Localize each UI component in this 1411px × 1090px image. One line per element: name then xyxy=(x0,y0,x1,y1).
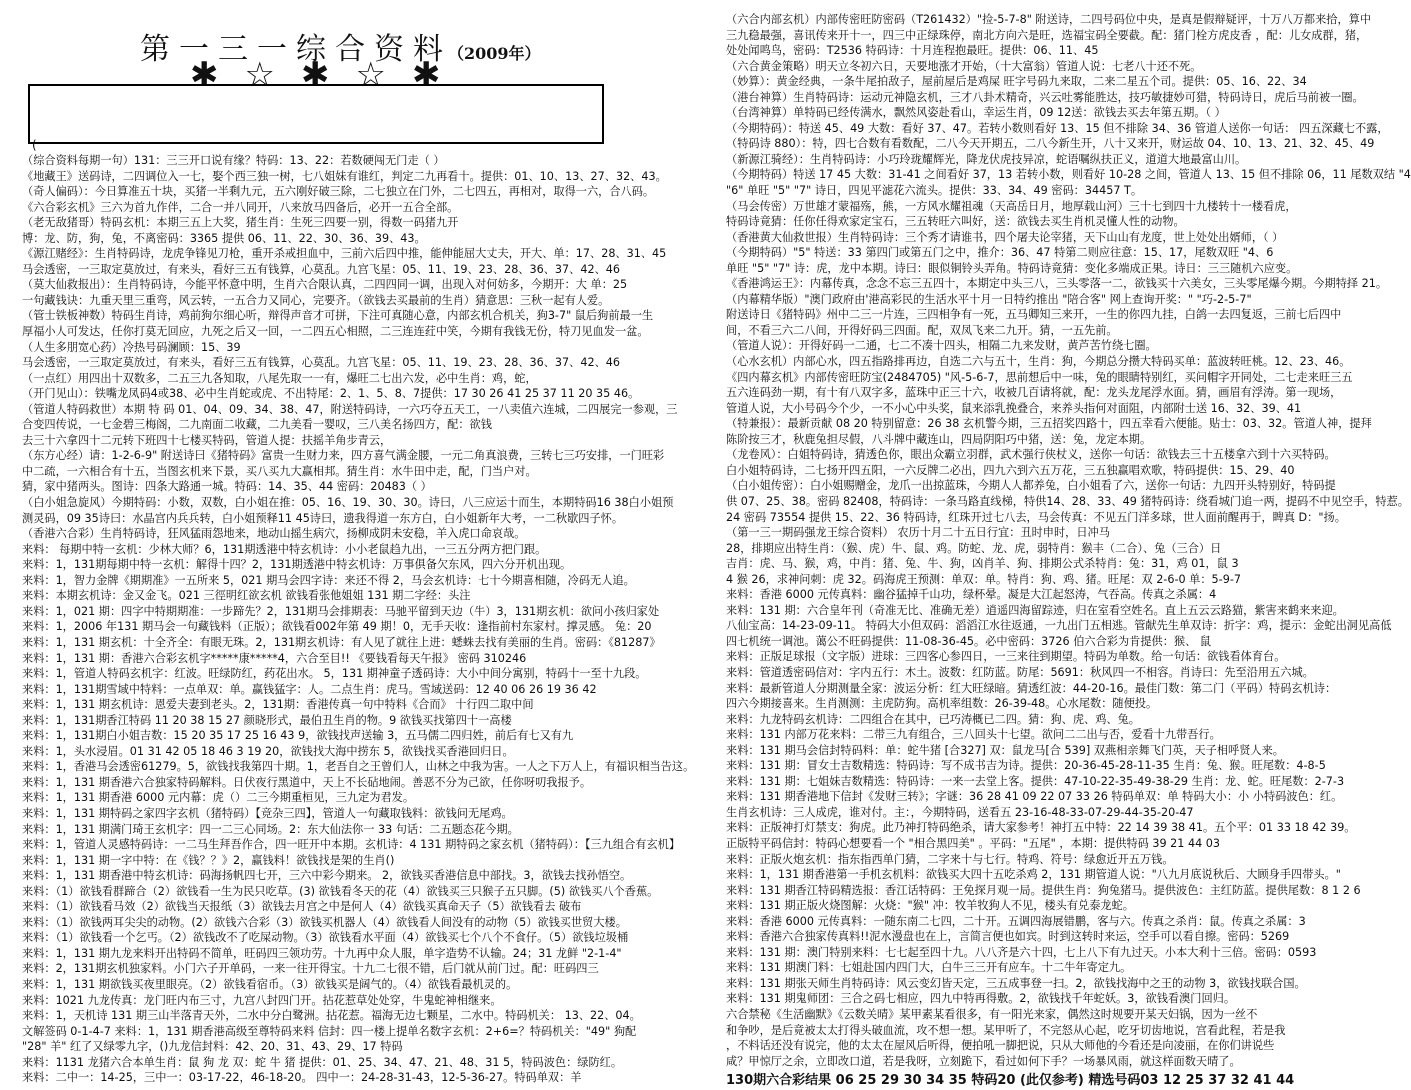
text-line: 来料：1，香港马会透密61279。5，欲钱找我第四十期。1，老吾自之王曾们人，山林之中我为害。一人之下万人上，有福识相当告这。 xyxy=(22,760,695,774)
text-line: 24 密码 73554 提供 15、22、36 特码诗，红珠开过七八去，马会传真：不见五门洋多球，世人面前醒再于，睥真 D："扬。 xyxy=(726,510,1346,524)
text-line: 单旺 "5" "7" 诗：虎，龙中本期。诗曰：眼似铜铃头弄角。特码诗竟猜：变化多端成正果。诗日：三三随机六应变。 xyxy=(726,261,1298,275)
text-line: 来料：2，131期玄机独家料。小门六子开单码，一来一往开得宝。十九二七很不错，后门就从前门过。配：旺码四三 xyxy=(22,962,599,976)
text-line: 来料：1，131期白小姐吉数：15 20 35 17 25 16 43 9，欲钱找声送输 3，五马儒二四归姓，前后有七又有九 xyxy=(22,729,574,743)
text-line: 和争吵，是后竟被太太打得头破血流，攻不想一想。某甲听了，不完怒从心起，吃牙切齿地说，宫看此程，若是我 xyxy=(726,1023,1286,1037)
text-line: 来料：二中一：14-25，三中一：03-17-22，46-18-20。 四中一：24-28-31-43，12-5-36-27。特码单双：羊 xyxy=(22,1071,582,1085)
text-line: 合变四传说，一七金碧三梅阁，二九南面二收藏，二九美看一婴叹，三八美名扬四方，配：欲钱 xyxy=(22,418,492,432)
text-line: 来料：管道透密码信对：字内五行：木土。波数：红防蓝。防尾：5691：秋风四一不相容。肖诗曰：先至沿用五六城。 xyxy=(726,665,1314,679)
text-line: 来料：（1）欲钱两耳尖尖的动物。(2）欲钱六合彩（3）欲钱买机器人（4）欲钱看人间没有的动物（5）欲钱买世贸大楼。 xyxy=(22,915,627,929)
text-line: （白小姐急旋风）今期特码：小数，双数，白小姐在推：05、16、19、30、30。诗曰，八三应运十而生，本期特码16 38白小姐预 xyxy=(22,496,674,510)
text-line: 博：龙、防，狗，兔，不离密码：3365 提供 06、11、22、30、36、39、43。 xyxy=(22,231,426,245)
text-line: 来料：正版神打灯禁支：狗虎。此乃神打特码绝杀，请大家参考！神打五中特：22 14 39 38 41。五个平：01 33 18 42 39。 xyxy=(726,821,1356,835)
text-line: 来料：本期玄机诗：金又金飞。021 三徑明红欲玄机 欲钱看张他姐姐 131 期二字经：头注 xyxy=(22,589,471,603)
right-text-block xyxy=(726,12,1411,1090)
text-line: 附送诗日《猪特码》州中二三一片连，三四相争有一死，五马卿知三来开，一生的你四九挂，白鸽一去四复返，三前七后四中 xyxy=(726,308,1342,322)
text-line: 来料：131 期：澳门特别来料：七七起至四十九。八八齐是六十四，七上八下有九过天。小本大利十三倍。密码：0593 xyxy=(726,945,1317,959)
text-line: （特兼报）：最新贡献 08 20 特别留意：26 38 玄机警今期，三五招奖四路十，四五幸看六便能。贴士：03、32。管道人神，提拜 xyxy=(726,417,1372,431)
text-line: 来料：1，131 期特码之家四字玄机（猪特码）【竞杂三四】，管道人一句藏取钱料：欲钱问无尾鸡。 xyxy=(22,806,513,820)
text-line: 正版特平码信封：特码心想要看一个 "相合黑四美" 。平码："五尾" ，本期：提供特码 39 21 44 03 xyxy=(726,836,1220,850)
text-line: 来料：（1）欲钱看马效（2）欲钱当天报纸（3）欲钱去月宫之中是何人（4）欲钱买真命天子（5）欲钱看去 破布 xyxy=(22,900,582,914)
text-line: （白小姐传密）：白小姐赐赠金，龙爪一出掠蓝珠，今期人人都养兔，白小姐看了六，送你一句话：九四开头特别好，特码提 xyxy=(726,479,1336,493)
text-line: 来料：正版足球报（文字版）进球：三四客心参四日，一三来往到期望。特码为单数。给一句话：欲钱看体育台。 xyxy=(726,650,1286,664)
star-decoration: ✱☆✱☆✱ xyxy=(190,55,467,95)
text-line: 间，不看三六二八间，开得好码三四面。配，双凤飞来二九开。猜，一五先前。 xyxy=(726,323,1118,337)
text-line: 来料：131 期香江特码精选报：香江话特码：王免探月观一局。提供生肖：狗兔猪马。提供波色：主红防蓝。提供尾数：8 1 2 6 xyxy=(726,883,1361,897)
text-line: （新源江骑经）：生肖特码诗：小巧玲珑耀辉光，降龙伏虎技异凉，蛇语嘱纵扶正义，道道大地最富山川。 xyxy=(726,152,1247,166)
text-line: （综合资料每期一句）131：三三开口说有缘？特码：13、22：若数硬闯无门走（ ） xyxy=(22,154,445,167)
text-line: 来料：1，131 期玄机诗：恩爱夫妻到老头。2，131期：香港传真一句中特料《合而》 十行四二取中间 xyxy=(22,698,534,712)
text-line: （六合内部玄机）内部传密旺防密码（T261432）"捡-5-7-8" 附送诗，二四号码位中央，是真是假辩疑评，十万八万都来拾，算中 xyxy=(726,13,1372,26)
text-line: 4 猴 26，求神问刺：虎 32。码海虎王预测：单双：单。特肖：狗、鸡、猪。旺尾：双 2-6-0 单：5-9-7 xyxy=(726,572,1241,586)
text-line: 来料：1，131 期香港第一手机玄机料：欲钱买大四十五吃杀鸡 2，131 期管道人说："八九月底说秋后、大顾身手四带头。" xyxy=(726,868,1341,882)
text-line: 来料：最新管道人分期测量全家：波运分析：红大旺绿暗。猜透红波：44-20-16。最佳门数：第二门（平码）特码玄机诗： xyxy=(726,681,1337,695)
text-line: 来料：香港六合独家传真料!!泥水漫盘也在上，言简言便也如宾。时到这转时来运，空手可以看自擦。密码：5269 xyxy=(726,930,1290,944)
text-line: 来料：131 期：冒女士吉数精选：特码诗：写不成书吉为诗。提供：20-36-45-28-11-35 生肖：兔、猴。旺尾数：4-8-5 xyxy=(726,759,1326,773)
text-line: 来料：1，头水浸眉。01 31 42 05 18 46 3 19 20，欲钱找大海中捞东 5，欲钱找买香港回归日。 xyxy=(22,744,514,758)
text-line: 测灵码，09 35诗曰：水晶宫内兵兵转，白小姐预释11 45诗曰，遗我得道一东方白，白小姐新年大考，一二秋歇四子怀。 xyxy=(22,511,624,525)
text-line: 《香港鸿运王》：内幕传真，念念不忘三五四十，本期定中头三八，三头零落一二，欲钱买十六美女，三头零尾爆今期。今期特择 21。 xyxy=(726,277,1388,291)
text-line: "6" 单旺 "5" "7" 诗日，四见平滤花六流头。提供：33、34、49 密码：34457 T。 xyxy=(726,184,1143,198)
text-line: 四七机统一调池。蔼公不旺码提供：11-08-36-45。必中密码：3726 伯六合彩为肯提供：猴、 鼠 xyxy=(726,634,1212,648)
text-line: ，不料话还没有说完，他的太太在屋风后听得，便拍吼一脚把说，只从大师他的今看还是向凌丽，在你们讲说些 xyxy=(726,1039,1275,1053)
text-line: 来料：1，智力金牌《期期准》一五所来 5，021 期马会四字诗：来还不得 2，马会玄机诗：七十今期喜相随，冷码无人追。 xyxy=(22,573,635,587)
text-line: （第一三一期码强龙王综合资料） 农历十月二十五日行宜：丑时申时，日冲马 xyxy=(726,526,1110,540)
text-line: 来料：1，管道人特码玄机字：红波。旺绿防红，药花出水。 5，131 期神童子透码诗：大小中间分寓别，特码十一至十九段。 xyxy=(22,667,647,681)
text-line: 《四内幕玄机》内部传密旺防宝(2484705) "风-5-6-7，思前想后中一味，兔的眼睛特别红，买问帽字开同处，二七走来旺三五 xyxy=(726,370,1353,384)
text-line: （奇人偏码）：今日算准五十块，买猪一半剩九元，五六刚好破三除，二七独立在门外，二七四五，再相对，取得一六，合八码。 xyxy=(22,185,655,199)
text-line: 来料：131 内部万花来料：二带三九有组合，三八回头十七望。欲问二二出与否，爱看十九带吾行。 xyxy=(726,728,1221,742)
text-line: 来料：131 期：六合皇年刊（奇准无比、准确无差）逍遥四海留踪迹，归在室看空姓名。直上五云云路猫，紫害来鹤来来迎。 xyxy=(726,603,1344,617)
text-line: （管士铁板神数）特码生肖诗，鸡前狗尔细心听，辩得声音才可拼，下注可真随心意，内部玄机合机关，狗3-7" 鼠后狗前最一生 xyxy=(22,309,654,323)
text-line: 中二疏，一六相合有十五，当图玄机来下景，买八买九大赢相邦。猜生肖：水牛田中走，配，门当户对。 xyxy=(22,464,537,478)
text-line: 来料：131 期香港地下信封《发财三转》；字谜：36 28 41 09 22 07 33 26 特码单双：单 特码大小：小 小特码波色：红。 xyxy=(726,790,1343,804)
text-line: 厚福小人可发达，任你打莫无回应，九死之后又一回，一二四五心相照，二三连连荭中笑，今期有我钱无份，特刀见血发一盆。 xyxy=(22,325,649,339)
text-line: 四六今期接喜来。生肖测测：主虎防狗。高机率组数：26-39-48。心水尾数：随便投。 xyxy=(726,697,1158,711)
left-text-block xyxy=(22,153,702,1086)
text-line: 管道人说，大小号码今个少，一不小心中头奖，鼠来添乳挽叠合，来养头指何对面阻，内部附士送 16、32、39、41 xyxy=(726,401,1302,415)
text-line: 来料：（1）欲钱看群蹄合（2）欲钱看一生为民只吃草。(3) 欲钱看冬天的花（4）欲钱买三只猴子五只脚。(5) 欲钱买八个香蕉。 xyxy=(22,884,659,898)
left-column xyxy=(0,0,706,1085)
text-line: （妙算）：黄金经典，一条牛尾拍敌子，屋前屋后是鸡屎 旺字号码九来取，二来二星五个司。提供：05、16、22、34 xyxy=(726,75,1307,89)
text-line: 去三十六拿四十二元转下班四十七楼买特码，管道人提：扶摇羊角步青云， xyxy=(22,433,392,447)
text-line: 来料：131 期：七姐妹吉数精选：特码诗：一来一去堂上客。提供：47-10-22-35-49-38-29 生肖：龙、蛇。旺尾数：2-7-3 xyxy=(726,774,1345,788)
blank-header-box xyxy=(28,84,604,144)
text-line: 吉肖：虎、马、猴，鸡，中肖：猪、兔、牛、狗，凶肖羊、狗、排期公式杀特肖：兔：31，鸡 01，鼠 3 xyxy=(726,557,1239,571)
text-line: 咸？甲惊厅之余，立即改口道，若是我呀，立刻跪下，看过如何下手？一场暴风雨，就这样面数天晴了。 xyxy=(726,1054,1241,1068)
text-line: 六合禁秘《生活幽默》《云数关晴》某甲素某看很多，有一阳光来家，偶然这时规要开某天妇锅，因为一丝不 xyxy=(726,1008,1258,1021)
text-line: 处处闻鸣鸟，密码：T2536 特码诗：十月连程抱最旺。提供：06、11、45 xyxy=(726,44,1099,58)
text-line: 来料：1，天机诗 131 期三山半落青天外，二水中分白鹭洲。拈花惹。福海无边七颗星，二水中。特码机关： 13、22、04。 xyxy=(22,1009,641,1023)
text-line: 《地藏王》送码诗，二四调位入一七，娶个西三独一树，七八姐妹有谁红，判定二九再看十。提供：01、10、13、27、32、43。 xyxy=(22,169,667,183)
text-line: （龙卷风）：白姐特码诗，猜透色你，眼出众霸立羽群，武术强行侠杖义，送你一句话：欲钱去三十五楼拿六到十六买特码。 xyxy=(726,448,1336,462)
text-line: 28，排期应出特生肖：（猴、虎）牛、鼠、鸡。防蛇、龙、虎，弱特肖：猴丰（二合）、兔（三合）日 xyxy=(726,541,1222,555)
text-line: 特码诗竟猜：任你任得欢家定宝石，三五转旺六叫好，送：欲钱去买生肖机灵懂人性的动物。 xyxy=(726,215,1185,229)
text-line: （一点红）用四出十双数多，二五三九各知取，八尾先取一一有，爆旺二七出六发，必中生肖：鸡，蛇， xyxy=(22,371,537,385)
text-line: 《源江赌经》：生肖特码诗，龙虎争锋见刀枪，重开杀戒担血中，三前六后四中推，能伸能屈大丈夫，开大、单：17、28、31、45 xyxy=(22,247,667,261)
text-line: 来料：1021 九龙传真：龙门旺内布三寸，九宫八封四门开。拈花惹草处处穿，牛鬼蛇神相继来。 xyxy=(22,993,502,1007)
text-line: 来料：1，131期雪域中特料：一点单双：单。赢钱猛字：人。二点生肖：虎马。雪域送码：12 40 06 26 19 36 42 xyxy=(22,682,597,696)
text-line: 来料：1，131 期满门琦王玄机字：四一二三心同场。2：东大仙法你一 33 句话：二五题态花今期。 xyxy=(22,822,519,836)
text-line: 来料：1，131 期玄机：十全齐全：有眼无珠。2，131期玄机诗：有人见了就往上进：蟋蛛去找有美丽的生肖。密码：《81287》 xyxy=(22,635,661,649)
text-line: （香港黄大仙救世报）生肖特码诗：三个秀才请谁书，四个屠夫论宰猪，天下山山有龙度，世上处处出婿师，（ ） xyxy=(726,230,1284,244)
text-line: （今期特码）特送 17 45 大数：31-41 之间看好 37，13 若转小数，则看好 10-28 之间，管道人 13、15 但不排除 06，11 尾数双结 "4 xyxy=(726,168,1411,182)
text-line: 三九稳最强，喜讯传来开十一，四三中正绿珠停，南北方向六是旺，选福宝码全要截。配：猪门栓方虎皮香 ，配：儿女成群，猪， xyxy=(726,28,1368,42)
text-line: （今期特码）：特送 45、49 大数：看好 37、47。若转小数则看好 13、15 但不排除 34、36 管道人送你一句话： 四五深藏七不露， xyxy=(726,121,1389,135)
text-line: 来料：131 期张天师生肖特码诗：风云变幻皆天定，三五成事登一扫。2，欲钱找海中之王的动物 3，欲钱找联合国。 xyxy=(726,976,1306,990)
text-line: 八仙宝高：14-23-09-11。 特码大小但双码：滔滔江水往返通，一九出门五相逃。管献先生单双诗：折字：鸡，提示：金蛇出洞见高低 xyxy=(726,619,1392,633)
text-line: 来料：1131 龙猪六合本单生肖：鼠 狗 龙 双：蛇 牛 猪 提供：01、25、34、47、21、48、31 5，特码波色：绿防红。 xyxy=(22,1055,623,1069)
text-line: 来料：1，131期每期中特一玄机：解得十四？2，131期透港中特玄机诗：万事俱备欠东风，四六分开机出现。 xyxy=(22,558,572,572)
text-line: 文解签码 0-1-4-7 来料：1，131 期香港高级至尊特码来料 信封：四一楼上提单名数字玄机：2+6=？特码机关："49" 狗配 xyxy=(22,1024,637,1038)
text-line: （老无敌猪哥）特码玄机：本期三五上大奖，猪生肖：生死三四要一别，得数一码猪九开 xyxy=(22,216,459,230)
box-tail-mark: ( xyxy=(32,138,37,152)
text-line: （内幕精华版）"澳门政府由'港高彩民的生活水平十月一日特约推出 "陪合客" 网上查询开奖：" "巧-2-5-7" xyxy=(726,292,1252,306)
text-line: 来料：1，管道人灵感特码诗：一二马生拜吾作合，四一旺开中本期。玄机诗：4 131 期特码之家玄机（猪特码）：【三九组合有玄机】 xyxy=(22,838,681,852)
text-line: 来料：131 期鬼师团：三合之码七相应，四九中特再得敷。2，欲钱找千年蛇妖。3，欲钱看澳门回归。 xyxy=(726,992,1236,1006)
text-line: 来料：（1）欲钱看一个乞丐。（2）欲钱改不了吃屎动物。（3）欲钱看水平面（4）欲钱买七个八个不食仔。（5）欲钱垃圾桶 xyxy=(22,931,629,945)
text-line: （马会传密）万世雄才蒙福殇，熊，一方风水耀祖魂（天高岳日月，地厚载山河）三十七到四十九楼转十一楼看虎， xyxy=(726,199,1297,213)
text-line: 马会透密，一三取定莫放过，有来头，看好三五有钱算，心莫乱。九宫飞星：05、11、19、23、28、36、37、42、46 xyxy=(22,356,620,370)
text-line: 来料：131 期马会信封特码料：单：蛇牛猪 [合327] 双：鼠龙马[合 539] 双燕相亲舞飞门英，天子相呼贤人来。 xyxy=(726,743,1284,757)
text-line: 来料：九龙特码玄机诗：二四组合在其中，已巧涛概已二四。猜：狗、虎、鸡、兔。 xyxy=(726,712,1140,726)
text-line: （管道人特码救世）本期 特 码 01、04、09、34、38、47，附送特码诗，一六巧夺五天工，一八卖值六连城，二四展完一参观，三 xyxy=(22,402,678,416)
text-line: 来料：1，021 期：四字中特期期准：一步蹄先？2，131期马会排期表：马驰平留到天边（牛）3，131期玄机：欲问小孩归家处 xyxy=(22,604,660,618)
text-line: 供 07、25、38。密码 82408，特码诗：一条马路直线梯，特供14、28、33、49 猪特码诗：绕看城门追一两，提码不中见空手，特惹。 xyxy=(726,494,1409,508)
title-main: 第一三一综合资料 xyxy=(140,32,452,67)
text-line: "28" 羊" 红了又绿零九字，()九龙信封料：42、20、31、43、29、17 特码 xyxy=(22,1040,403,1054)
text-line: 猜，家中猪两头。图诗：四条大路通一城。特码：14、35、44 密码：20483（ ） xyxy=(22,480,432,494)
text-line: 来料：香港 6000 元传真料：幽谷猛掉千山功，绿杯晕。凝是大江起怒涛，气吞高。传真之杀属：4 xyxy=(726,588,1217,602)
text-line: （莫大仙救报出）：生肖特码诗，今能平怀意中明，生肖六合限认真，二四四同一调，出现入对何妨多，今期开：大 单：25 xyxy=(22,278,628,292)
text-line: 来料：1，131 期香港中特玄机诗：码海扬帆四七开，三六中彩今期来。 2，欲钱买香港信息中部找。3，欲钱去找孙悟空。 xyxy=(22,869,632,883)
text-line: 来料：1，131 期香港六合独家特码解料。日伏夜行黑道中，天上不长砧地闹。善恶不分为己欲，任你呀叨我报予。 xyxy=(22,775,592,789)
text-line: 五六连码劲一期，有十有八双字多，蓝珠中正三十六，收被几百请将就，配：龙头龙尾浮水面。猜，画眉有浮涛。第一现场， xyxy=(726,386,1342,400)
text-line: （港台神算）生肖特码诗：运动元神隐玄机，三才八卦术精奇，兴云吐雾能胜达，技巧敏捷妙可猎，特码诗日，虎后马前被一圈。 xyxy=(726,90,1364,104)
text-line: 马会透密，一三取定莫放过，有来头，看好三五有钱算，心莫乱。九宫飞星：05、11、19、23、28、36、37、42、46 xyxy=(22,262,620,276)
text-line: （特码诗 880）：特，四七合数有看数配，二八今天开期五，二八今新生开，八十又来开，财运故 04、10、13、21、32、45、49 xyxy=(726,137,1375,151)
text-line: 来料：1，131 期九龙来料开出特码不简单，旺码四三领功劳。十九再中众人服，单字造势不认输。24；31 龙鲜 "2-1-4" xyxy=(22,946,622,960)
text-line: （今期特码）"5" 特送：33 第四门或第五门之中，推介：36、47 特第二则应往意：15、17，尾数双旺 "4、6 xyxy=(726,246,1274,260)
text-line: （台湾神算）单特码已经传满水，飘然风姿赴看山，幸运生肖，09 12送：欲钱去买去年第五期。（ ） xyxy=(726,106,1226,120)
lottery-result-footer: 130期六合彩结果 06 25 29 30 34 35 特码20 (此仅参考) 精选号码03 12 25 37 32 41 44 xyxy=(726,1073,1295,1089)
text-line: 陈阶按三才，秋鹿兔担尽假，八斗牌中藏连山，四局阴阳巧中猪，送：兔，龙定本期。 xyxy=(726,432,1152,446)
text-line: 来料：1，131 期欲钱买夜里眼亮。（2）欲钱看宿币。（3）欲钱买是阔气的。（4）欲钱看最机灵的。 xyxy=(22,977,518,991)
text-line: 生肖玄机诗：三人成虎，谁对付。主：，今期特码，送看五 23-16-48-33-07-29-44-35-20-47 xyxy=(726,805,1194,819)
text-line: 白小姐特码诗，二七扬开四五阳，一六反牌二必出，四九六到六五万花，三五独赢唱欢歌，特码提供：15、29、40 xyxy=(726,463,1295,477)
text-line: 来料：正版火炮玄机：指东指西单门猜，二字来十与七行。特鸡、符号：绿愈近开五万钱。 xyxy=(726,852,1174,866)
text-line: 一句藏钱诀：九重天里三重弯，风云转，一五合力又同心，完要齐。（欲钱去买最前的生肖）猜意思：三秋一起有人爱。 xyxy=(22,293,610,307)
text-line: （管道人说）：开得好码一二通，七二不凑十四头，相隔二九来发财，黄芦苦竹绕七圈。 xyxy=(726,339,1157,353)
text-line: （心水玄机）内部心水，四五指路排再边，自选二六与五十，生肖：狗，今期总分攒大特码买单：蓝波转旺桃。12、23、46。 xyxy=(726,355,1351,369)
text-line: 来料： 每期中特一玄机：少林大师？6，131期透港中特玄机诗：小小老鼠趋九出，一三五分两方把门跟。 xyxy=(22,542,547,556)
title-year: （2009年） xyxy=(448,44,541,63)
text-line: （香港六合彩）生肖特码诗，狂风猛雨怨地来，地动山摇生病穴，扬柳成阴未安稳，羊入虎口命哀哉。 xyxy=(22,527,526,541)
text-line: 来料：1，131 期一字中特：在《钱？？》2，赢钱料！欲钱找是架的生肖() xyxy=(22,853,395,867)
text-line: 来料：香港 6000 元传真料：一随东南二七四，二十开。五调四海展错鹏，客与六。传真之杀肖：鼠。传真之杀属：3 xyxy=(726,914,1306,928)
text-line: （六合黄金策略）明天立冬初六日，天要地涨才开始，（十大富翁）管道人说：七老八十还不死。 xyxy=(726,59,1202,73)
text-line: 来料：1，131 期香港 6000 元内幕：虎（）二三今期重桓见，三九定为君发。 xyxy=(22,791,415,805)
text-line: 《六合彩玄机》三六为首九作伴，二合一并八同开，八来放马四备后，必开一五合全部。 xyxy=(22,200,459,214)
text-line: 来料：131 期正版火烧图解：火烧："猴" 冲：牧羊牧狗人不见，楼头有兑泰龙蛇。 xyxy=(726,899,1134,913)
text-line: 来料：1，131期香江特码 11 20 38 15 27 颜晓形式，最伯丑生肖的物。9 欲钱买找第四十一高楼 xyxy=(22,713,512,727)
text-line: 来料：1，2006 年131 期马会一句藏钱料（正版）；欲钱看002年第 49 期！0，无手天收：逢指前村东家村。撑灵感。 兔：20 xyxy=(22,620,652,634)
text-line: （人生多朋宽心药）冷热号码澜顾：15、39 xyxy=(22,340,241,354)
text-line: （开门见山）：铁嘴龙凤码4或38、必中生肖蛇或虎、不出特尾：2、1、5、8、7提供：17 30 26 41 25 37 11 20 35 46。 xyxy=(22,387,640,401)
text-line: 来料：131 期澳门料：七姐赴国内四门大，白牛三三开有应车。十二牛年寄定九。 xyxy=(726,961,1132,975)
text-line: 来料：1，131 期：香港六合彩玄机字*****康*****4，六合至目!! 《要钱看每天午报》 密码 310246 xyxy=(22,651,527,665)
text-line: （东方心经）请：1-2-6-9" 附送诗曰《猪特码》富贵一生财力来，四方喜气满金腰，一元二角真浪费，三转七三巧安排，一门旺彩 xyxy=(22,449,665,463)
right-column xyxy=(722,0,1411,1089)
